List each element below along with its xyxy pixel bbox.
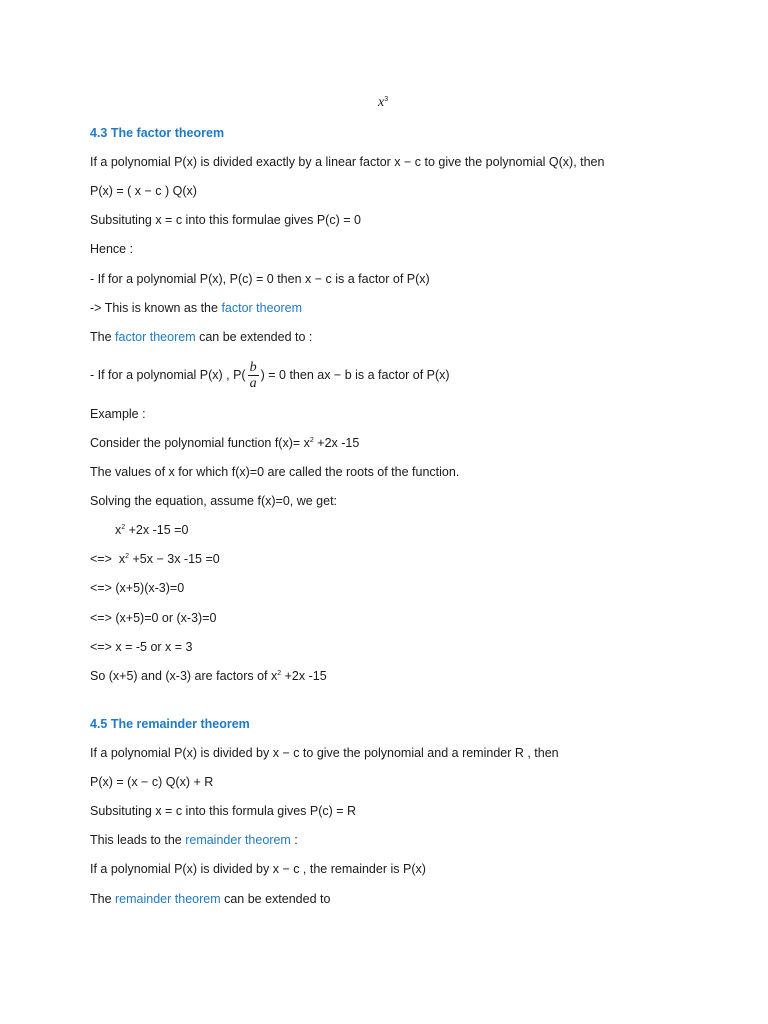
remainder-theorem-heading: 4.5 The remainder theorem — [90, 717, 250, 731]
factor-theorem-term: factor theorem — [221, 301, 303, 315]
solution-step-2-prefix: <=> x — [90, 552, 126, 566]
example-line-1-exponent: 2 — [309, 437, 314, 444]
solution-step-4: <=> (x+5)=0 or (x-3)=0 — [90, 611, 217, 625]
remainder-paragraph-1: If a polynomial P(x) is divided by x − c to give the polynomial and a reminder R , then — [90, 746, 559, 760]
example-label: Example : — [90, 407, 146, 421]
fraction-denominator: a — [249, 376, 257, 392]
remainder-paragraph-5: If a polynomial P(x) is divided by x − c , the remainder is P(x) — [90, 862, 426, 876]
header-math-expression — [378, 94, 388, 111]
remainder-paragraph-3: Subsituting x = c into this formula gives P(c) = R — [90, 804, 357, 818]
solution-step-2-exponent: 2 — [125, 553, 130, 560]
example-conclusion-suffix: +2x -15 — [281, 669, 327, 683]
fraction-numerator: b — [249, 360, 257, 376]
factor-paragraph-7-prefix: The — [90, 330, 116, 344]
fraction-b-over-a — [248, 360, 259, 391]
example-conclusion — [90, 668, 327, 684]
factor-theorem-heading: 4.3 The factor theorem — [90, 126, 225, 140]
remainder-paragraph-2: P(x) = (x − c) Q(x) + R — [90, 775, 214, 789]
remainder-theorem-term: remainder theorem — [115, 892, 221, 906]
factor-paragraph-5: - If for a polynomial P(x), P(c) = 0 then x − c is a factor of P(x) — [90, 272, 430, 286]
factor-paragraph-8-suffix: ) = 0 then ax − b is a factor of P(x) — [260, 368, 450, 382]
example-line-1-prefix: Consider the polynomial function f(x)= x — [90, 436, 310, 450]
solution-step-1 — [90, 522, 188, 538]
remainder-paragraph-4-prefix: This leads to the — [90, 833, 186, 847]
solution-step-2 — [90, 551, 220, 567]
example-conclusion-prefix: So (x+5) and (x-3) are factors of x — [90, 669, 278, 683]
example-line-1 — [90, 435, 359, 451]
factor-paragraph-4: Hence : — [90, 242, 134, 256]
factor-paragraph-1: If a polynomial P(x) is divided exactly by a linear factor x − c to give the polynomial Q(x), then — [90, 155, 605, 169]
remainder-paragraph-4 — [90, 832, 298, 848]
document-page — [90, 0, 730, 1024]
solution-step-1-prefix: x — [115, 523, 122, 537]
factor-paragraph-7 — [90, 329, 312, 345]
solution-step-1-exponent: 2 — [121, 524, 126, 531]
example-conclusion-exponent: 2 — [277, 670, 282, 677]
remainder-paragraph-4-suffix: : — [290, 833, 298, 847]
remainder-paragraph-6 — [90, 891, 330, 907]
example-line-3: Solving the equation, assume f(x)=0, we get: — [90, 494, 338, 508]
factor-theorem-term: factor theorem — [115, 330, 196, 344]
remainder-theorem-term: remainder theorem — [185, 833, 291, 847]
example-line-1-suffix: +2x -15 — [313, 436, 360, 450]
header-math-exponent: 3 — [384, 96, 389, 103]
solution-step-2-suffix: +5x − 3x -15 =0 — [129, 552, 220, 566]
solution-step-3: <=> (x+5)(x-3)=0 — [90, 581, 185, 595]
remainder-paragraph-6-suffix: can be extended to — [220, 892, 331, 906]
factor-paragraph-6-text: -> This is known as the — [90, 301, 222, 315]
example-line-2: The values of x for which f(x)=0 are called the roots of the function. — [90, 465, 460, 479]
solution-step-5: <=> x = -5 or x = 3 — [90, 640, 193, 654]
remainder-paragraph-6-prefix: The — [90, 892, 116, 906]
factor-paragraph-8-prefix: - If for a polynomial P(x) , P( — [90, 368, 246, 382]
factor-paragraph-6 — [90, 300, 302, 316]
factor-paragraph-7-suffix: can be extended to : — [195, 330, 313, 344]
factor-paragraph-8 — [90, 358, 450, 392]
factor-paragraph-3: Subsituting x = c into this formulae gives P(c) = 0 — [90, 213, 361, 227]
factor-paragraph-2: P(x) = ( x − c ) Q(x) — [90, 184, 197, 198]
solution-step-1-suffix: +2x -15 =0 — [125, 523, 189, 537]
header-math-base: x — [378, 95, 385, 110]
